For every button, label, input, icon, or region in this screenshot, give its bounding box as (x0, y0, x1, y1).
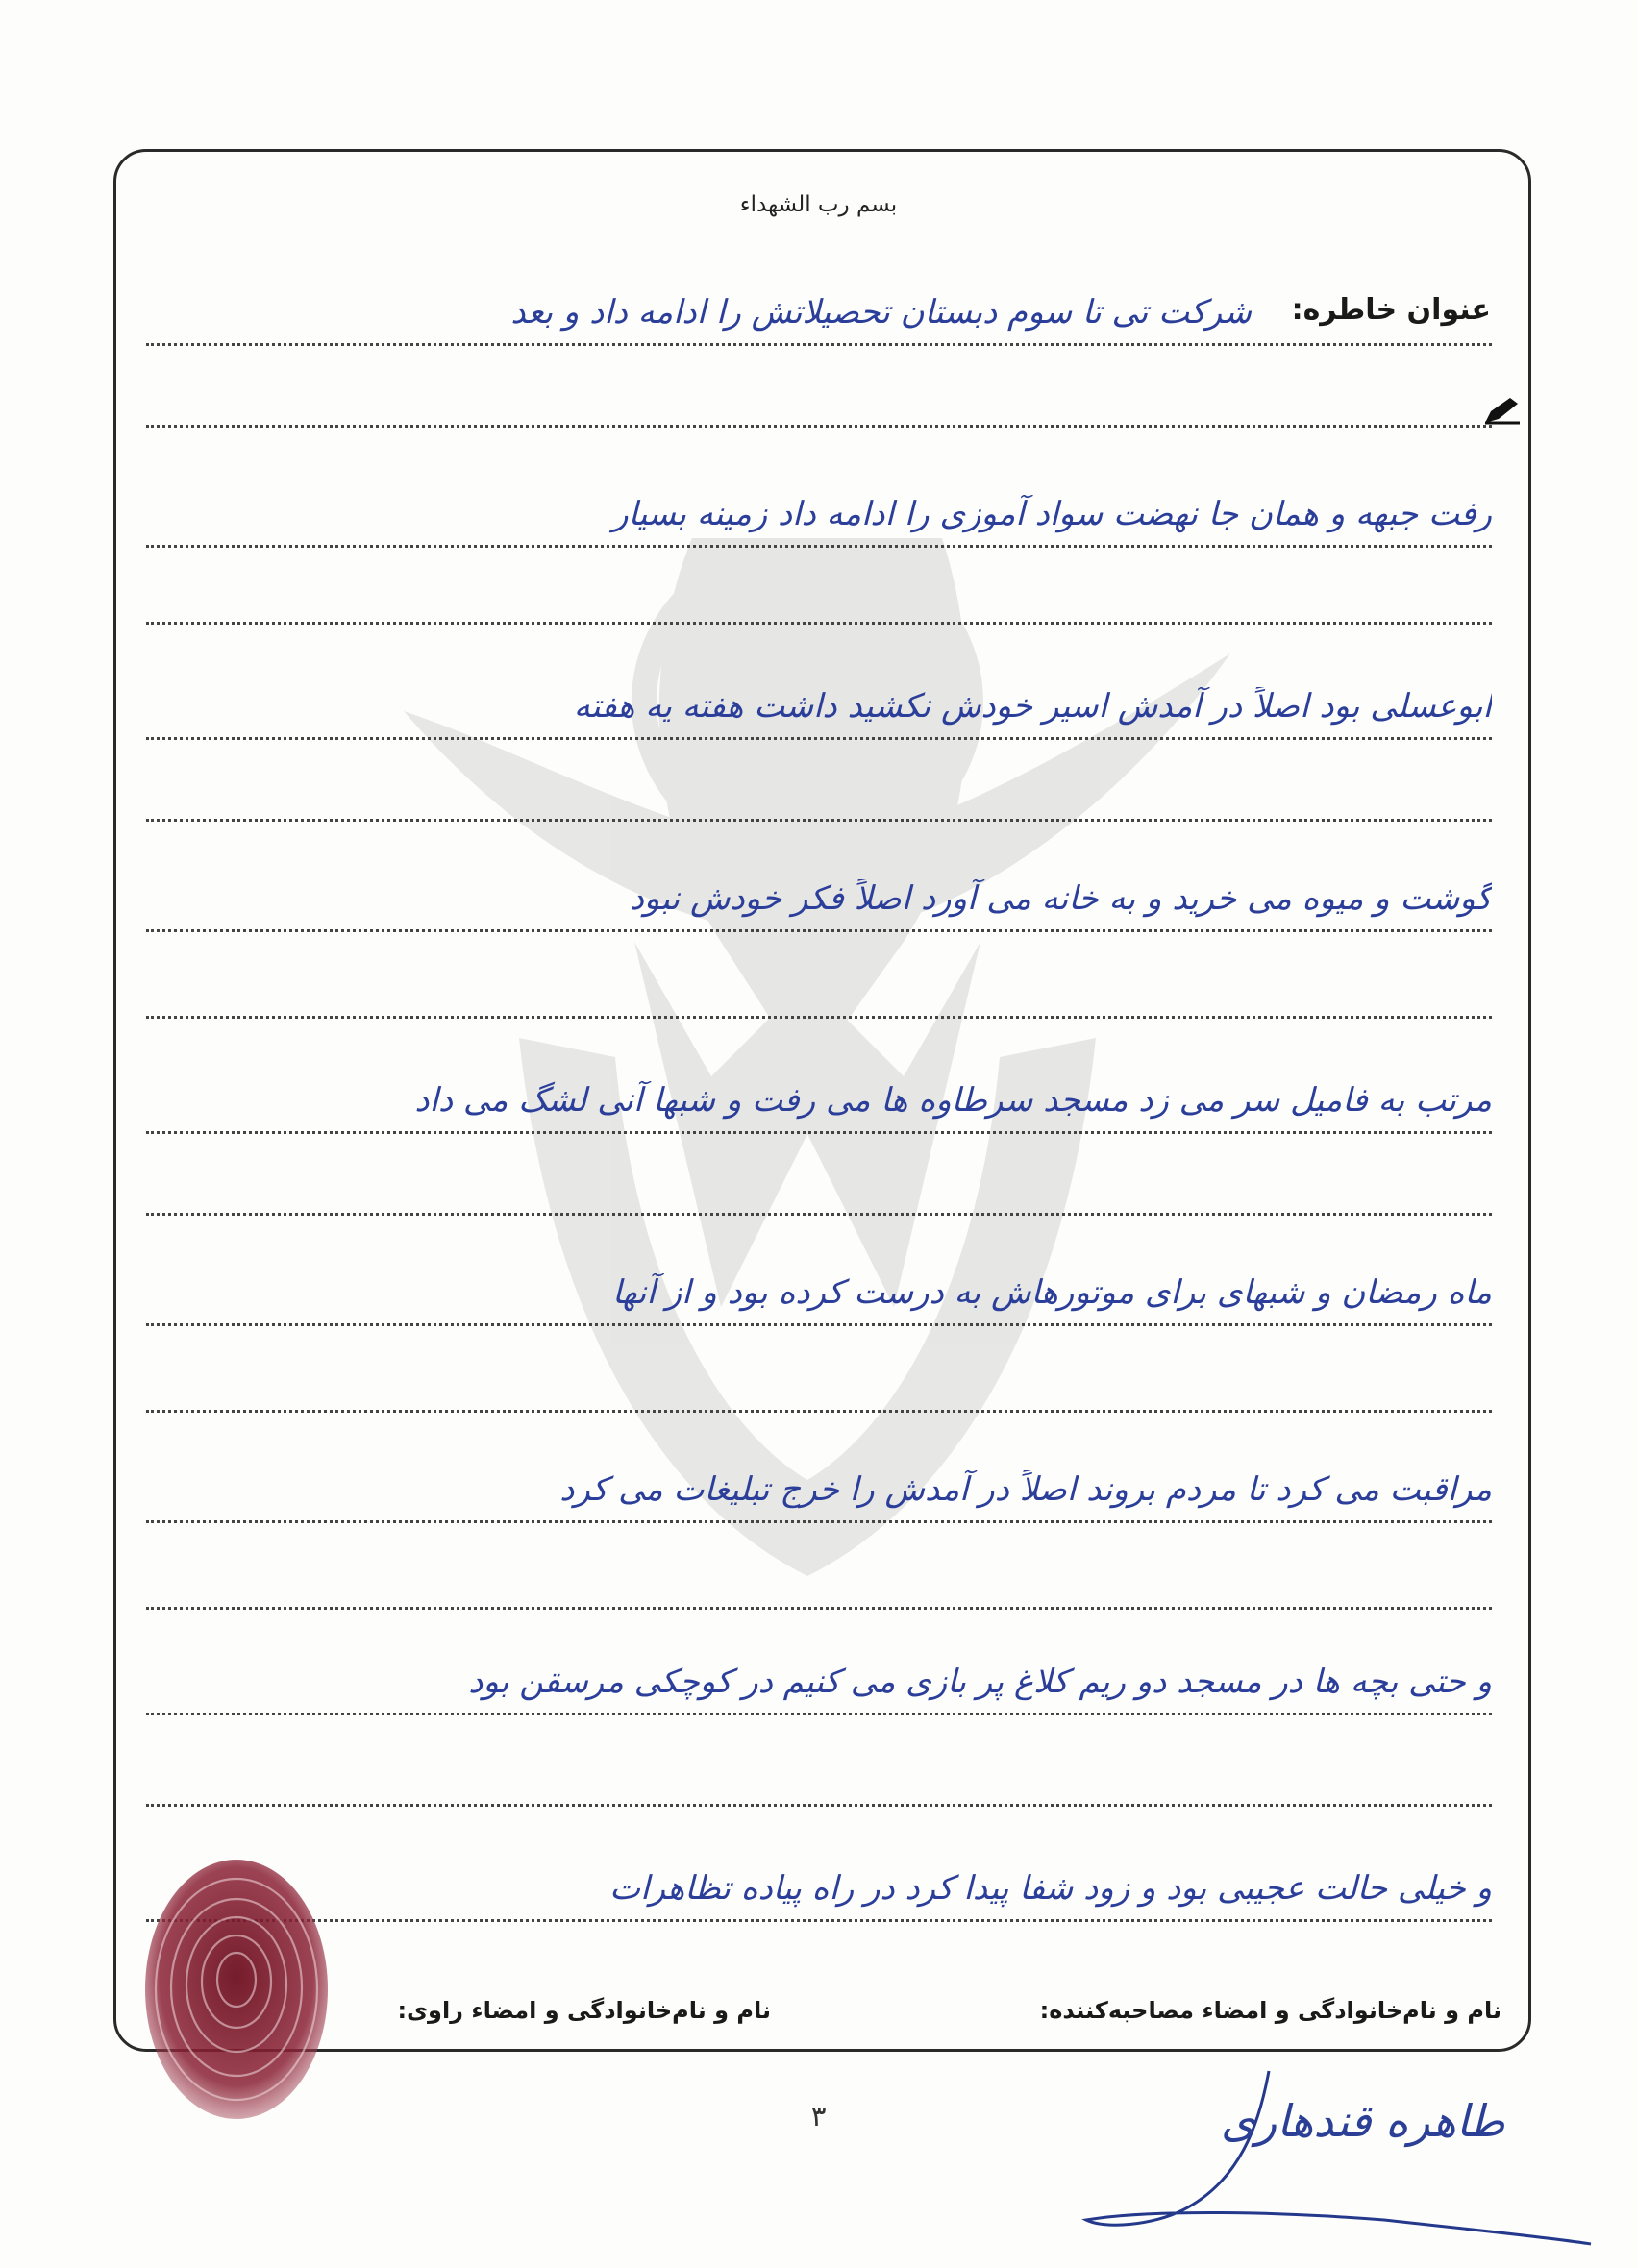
handwritten-signature (1067, 2066, 1605, 2249)
memoir-line (146, 1249, 1492, 1326)
signatory-name: طاهره قندهاری (1221, 2095, 1505, 2147)
memoir-line (146, 1139, 1492, 1216)
memoir-line (146, 942, 1492, 1019)
memoir-line (146, 269, 1492, 346)
memoir-line (146, 663, 1492, 740)
page-number: ۳ (810, 2100, 827, 2133)
memoir-line-text: و خیلی حالت عجیبی بود و زود شفا پیدا کرد در راه پیاده تظاهرات (609, 1869, 1492, 1908)
page-header: بسم رب الشهداء (739, 192, 898, 217)
memoir-line-text: ابوعسلی بود اصلاً در آمدش اسیر خودش نکشید داشت هفته یه هفته (573, 687, 1492, 726)
memoir-title-text: شرکت تی تا سوم دبستان تحصیلاتش را ادامه داد و بعد (510, 293, 1252, 332)
memoir-line (146, 1446, 1492, 1523)
fingerprint-image (123, 1845, 354, 2133)
memoir-line-text: ماه رمضان و شبهای برای موتورهاش به درست کرده بود و از آنها (611, 1273, 1492, 1312)
memoir-line (146, 1639, 1492, 1715)
interviewer-signature-label: نام و نام‌خانوادگی و امضاء مصاحبه‌کننده: (1039, 1997, 1501, 2024)
memoir-line (146, 1336, 1492, 1413)
memoir-line (146, 1057, 1492, 1134)
memoir-line (146, 351, 1492, 428)
memoir-line (146, 855, 1492, 932)
memoir-line-text: رفت جبهه و همان جا نهضت سواد آموزی را ادامه داد زمینه بسیار (612, 495, 1492, 533)
memoir-line-text: و حتی بچه ها در مسجد دو ریم کلاغ پر بازی می کنیم در کوچکی مرسقن بود (468, 1663, 1492, 1701)
memoir-line (146, 1533, 1492, 1610)
memoir-line-text: مرتب به فامیل سر می زد مسجد سرطاوه ها می رفت و شبها آنی لشگ می داد (414, 1081, 1492, 1120)
memoir-line (146, 1730, 1492, 1807)
memoir-line (146, 745, 1492, 822)
memoir-title-label: عنوان خاطره: (1291, 293, 1491, 327)
memoir-line (146, 471, 1492, 548)
memoir-line-text: مراقبت می کرد تا مردم بروند اصلاً در آمدش را خرج تبلیغات می کرد (559, 1470, 1492, 1509)
narrator-signature-label: نام و نام‌خانوادگی و امضاء راوی: (397, 1997, 771, 2024)
memoir-line (146, 548, 1492, 625)
memoir-line-text: گوشت و میوه می خرید و به خانه می آورد اصلاً فکر خودش نبود (629, 879, 1492, 918)
